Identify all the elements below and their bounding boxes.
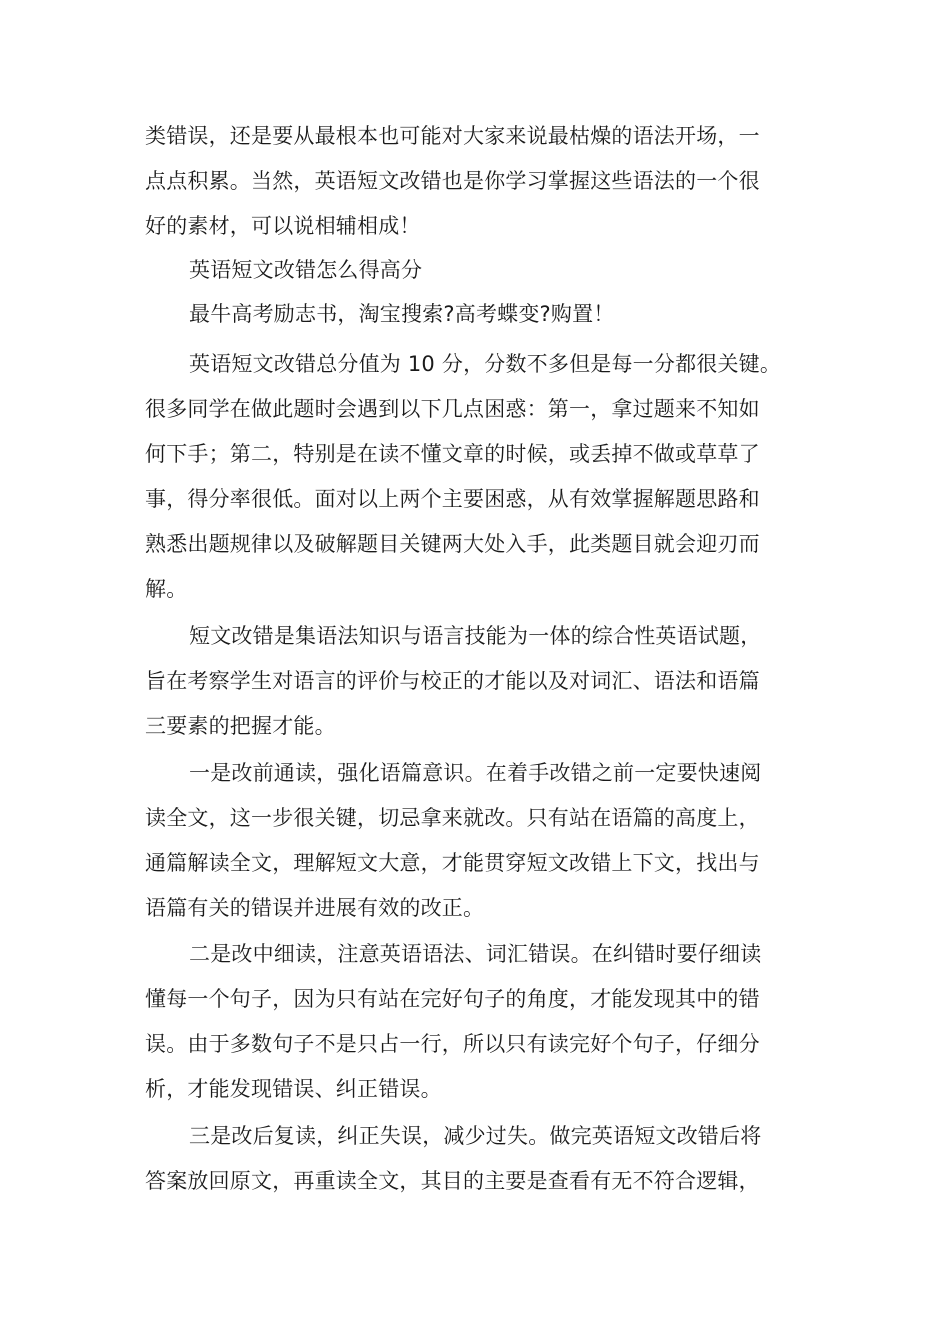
text-line: 很多同学在做此题时会遇到以下几点困惑：第一，拿过题来不知如 xyxy=(145,397,760,421)
text-line: 事，得分率很低。面对以上两个主要困惑，从有效掌握解题思路和 xyxy=(145,487,760,511)
text-line: 读全文，这一步很关键，切忌拿来就改。只有站在语篇的高度上， xyxy=(145,806,760,830)
text-line: 最牛高考励志书，淘宝搜索?高考蝶变?购置！ xyxy=(189,302,615,326)
text-line: 解。 xyxy=(145,577,188,601)
paragraph-start: 一是改前通读，强化语篇意识。在着手改错之前一定要快速阅 xyxy=(189,761,762,785)
section-heading: 英语短文改错怎么得高分 xyxy=(189,258,423,282)
paragraph-start: 三是改后复读，纠正失误，减少过失。做完英语短文改错后将 xyxy=(189,1124,762,1148)
text-line: 熟悉出题规律以及破解题目关键两大处入手，此类题目就会迎刃而 xyxy=(145,532,760,556)
paragraph-start: 二是改中细读，注意英语语法、词汇错误。在纠错时要仔细读 xyxy=(189,942,762,966)
text-line: 析，才能发现错误、纠正错误。 xyxy=(145,1077,442,1101)
text-line: 答案放回原文，再重读全文，其目的主要是查看有无不符合逻辑， xyxy=(145,1169,760,1193)
text-line: 误。由于多数句子不是只占一行，所以只有读完好个句子，仔细分 xyxy=(145,1032,760,1056)
text-line: 三要素的把握才能。 xyxy=(145,714,336,738)
text-line: 点点积累。当然，英语短文改错也是你学习掌握这些语法的一个很 xyxy=(145,169,760,193)
text-line: 通篇解读全文，理解短文大意，才能贯穿短文改错上下文，找出与 xyxy=(145,851,760,875)
text-line: 类错误，还是要从最根本也可能对大家来说最枯燥的语法开场，一 xyxy=(145,124,760,148)
text-line: 好的素材，可以说相辅相成！ xyxy=(145,214,421,238)
paragraph-start: 短文改错是集语法知识与语言技能为一体的综合性英语试题， xyxy=(189,624,762,648)
text-line: 懂每一个句子，因为只有站在完好句子的角度，才能发现其中的错 xyxy=(145,987,760,1011)
text-line: 旨在考察学生对语言的评价与校正的才能以及对词汇、语法和语篇 xyxy=(145,669,760,693)
text-line: 语篇有关的错误并进展有效的改正。 xyxy=(145,896,485,920)
paragraph-start: 英语短文改错总分值为 10 分，分数不多但是每一分都很关键。 xyxy=(189,352,782,376)
text-line: 何下手；第二，特别是在读不懂文章的时候，或丢掉不做或草草了 xyxy=(145,442,760,466)
